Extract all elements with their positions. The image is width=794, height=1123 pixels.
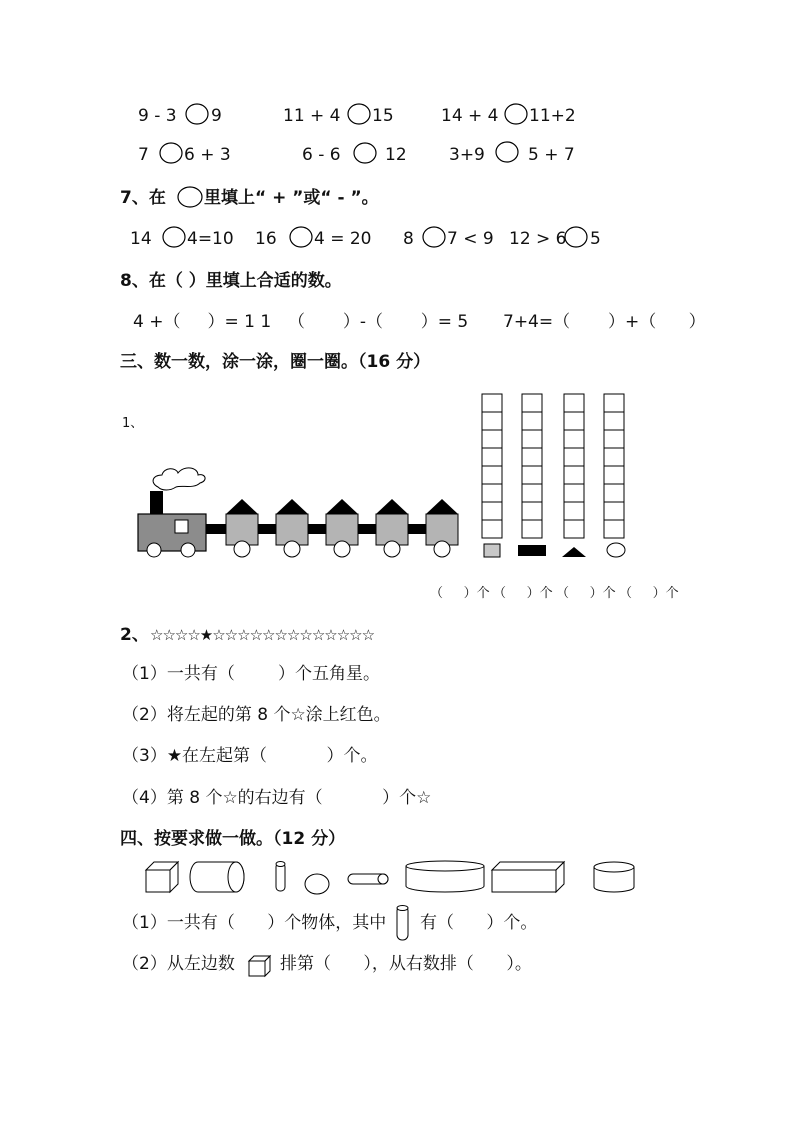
answer-circle[interactable] — [494, 141, 520, 163]
section4-title: 四、按要求做一做。（12 分） — [120, 829, 346, 849]
column-3 — [564, 394, 584, 538]
expr: 6 - 6 — [302, 145, 341, 165]
objects-row — [140, 858, 640, 898]
cylinder-icon — [395, 903, 411, 943]
train-car — [276, 499, 308, 545]
p1-label: 1、 — [122, 416, 144, 431]
answer-circle[interactable] — [563, 226, 589, 248]
q8-item: 4 +（ ）= 1 1 — [133, 312, 272, 332]
expr: 6 + 3 — [184, 145, 231, 165]
q8-item: 7+4=（ ）+（ ） — [503, 312, 706, 332]
expr: 5 + 7 — [528, 145, 575, 165]
q4-line1-b: 有（ ）个。 — [420, 913, 538, 933]
smoke-icon — [153, 468, 205, 490]
expr: 7 — [138, 145, 149, 165]
section3-title: 三、数一数，涂一涂，圈一圈。（16 分） — [120, 352, 431, 372]
answer-circle[interactable] — [161, 226, 187, 248]
triangle-icon — [562, 547, 586, 557]
answer-circle[interactable] — [346, 103, 372, 125]
expr: 14 + 4 — [441, 106, 499, 126]
q4-line2-a: （2）从左边数 — [122, 954, 235, 974]
expr: 12 > 6 — [509, 229, 567, 249]
answer-circle[interactable] — [421, 226, 447, 248]
flat-cylinder-icon — [406, 861, 484, 892]
answer-circle[interactable] — [184, 103, 210, 125]
count-blank[interactable]: （ ）个 — [556, 586, 616, 601]
sphere-icon — [305, 874, 329, 894]
train-car — [326, 499, 358, 545]
expr: 8 — [403, 229, 414, 249]
answer-circle[interactable] — [503, 103, 529, 125]
cylinder-icon — [190, 862, 244, 892]
q2-sub2: （2）将左起的第 8 个☆涂上红色。 — [122, 705, 391, 725]
circle-icon — [176, 186, 204, 208]
circle-icon — [607, 543, 625, 557]
expr: 7 < 9 — [447, 229, 494, 249]
count-blank[interactable]: （ ）个 — [493, 586, 553, 601]
expr: 3+9 — [449, 145, 485, 165]
q8-title: 8、在（ ）里填上合适的数。 — [120, 271, 342, 291]
q2-sub1: （1）一共有（ ）个五角星。 — [122, 664, 381, 684]
q4-line2-b: 排第（ ），从右数排（ ）。 — [280, 954, 532, 974]
train-car — [226, 499, 258, 545]
cube-icon — [247, 953, 273, 979]
star-row: ☆☆☆☆★☆☆☆☆☆☆☆☆☆☆☆☆☆ — [150, 626, 375, 644]
cube-icon — [146, 862, 178, 892]
answer-circle[interactable] — [288, 226, 314, 248]
expr: 4 = 20 — [314, 229, 372, 249]
square-icon — [484, 544, 500, 557]
counting-columns — [476, 390, 646, 560]
train-car — [426, 499, 458, 545]
thin-cylinder-icon — [276, 862, 285, 892]
expr: 4=10 — [187, 229, 234, 249]
rectangle-icon — [518, 545, 546, 556]
count-blank[interactable]: （ ）个 — [430, 586, 490, 601]
expr: 16 — [255, 229, 277, 249]
expr: 5 — [590, 229, 601, 249]
train-figure — [132, 455, 472, 565]
expr: 14 — [130, 229, 152, 249]
answer-circle[interactable] — [158, 142, 184, 164]
q7-title-b: 里填上“ + ”或“ - ”。 — [204, 188, 379, 208]
q4-line1-a: （1）一共有（ ）个物体，其中 — [122, 913, 387, 933]
expr: 9 - 3 — [138, 106, 177, 126]
expr: 12 — [385, 145, 407, 165]
expr: 11 + 4 — [283, 106, 341, 126]
expr: 15 — [372, 106, 394, 126]
expr: 11+2 — [529, 106, 576, 126]
small-cylinder-icon — [348, 874, 388, 884]
count-blank[interactable]: （ ）个 — [619, 586, 679, 601]
q2-head: 2、 — [120, 625, 149, 645]
cuboid-icon — [492, 862, 564, 892]
answer-circle[interactable] — [352, 142, 378, 164]
q2-sub4: （4）第 8 个☆的右边有（ ）个☆ — [122, 788, 432, 808]
q2-sub3: （3）★在左起第（ ）个。 — [122, 746, 378, 766]
train-car — [376, 499, 408, 545]
expr: 9 — [211, 106, 222, 126]
short-cylinder-icon — [594, 862, 634, 892]
column-2 — [522, 394, 542, 538]
column-4 — [604, 394, 624, 538]
column-1 — [482, 394, 502, 538]
q8-item: （ ）-（ ）= 5 — [288, 312, 469, 332]
q7-title-a: 7、在 — [120, 188, 166, 208]
